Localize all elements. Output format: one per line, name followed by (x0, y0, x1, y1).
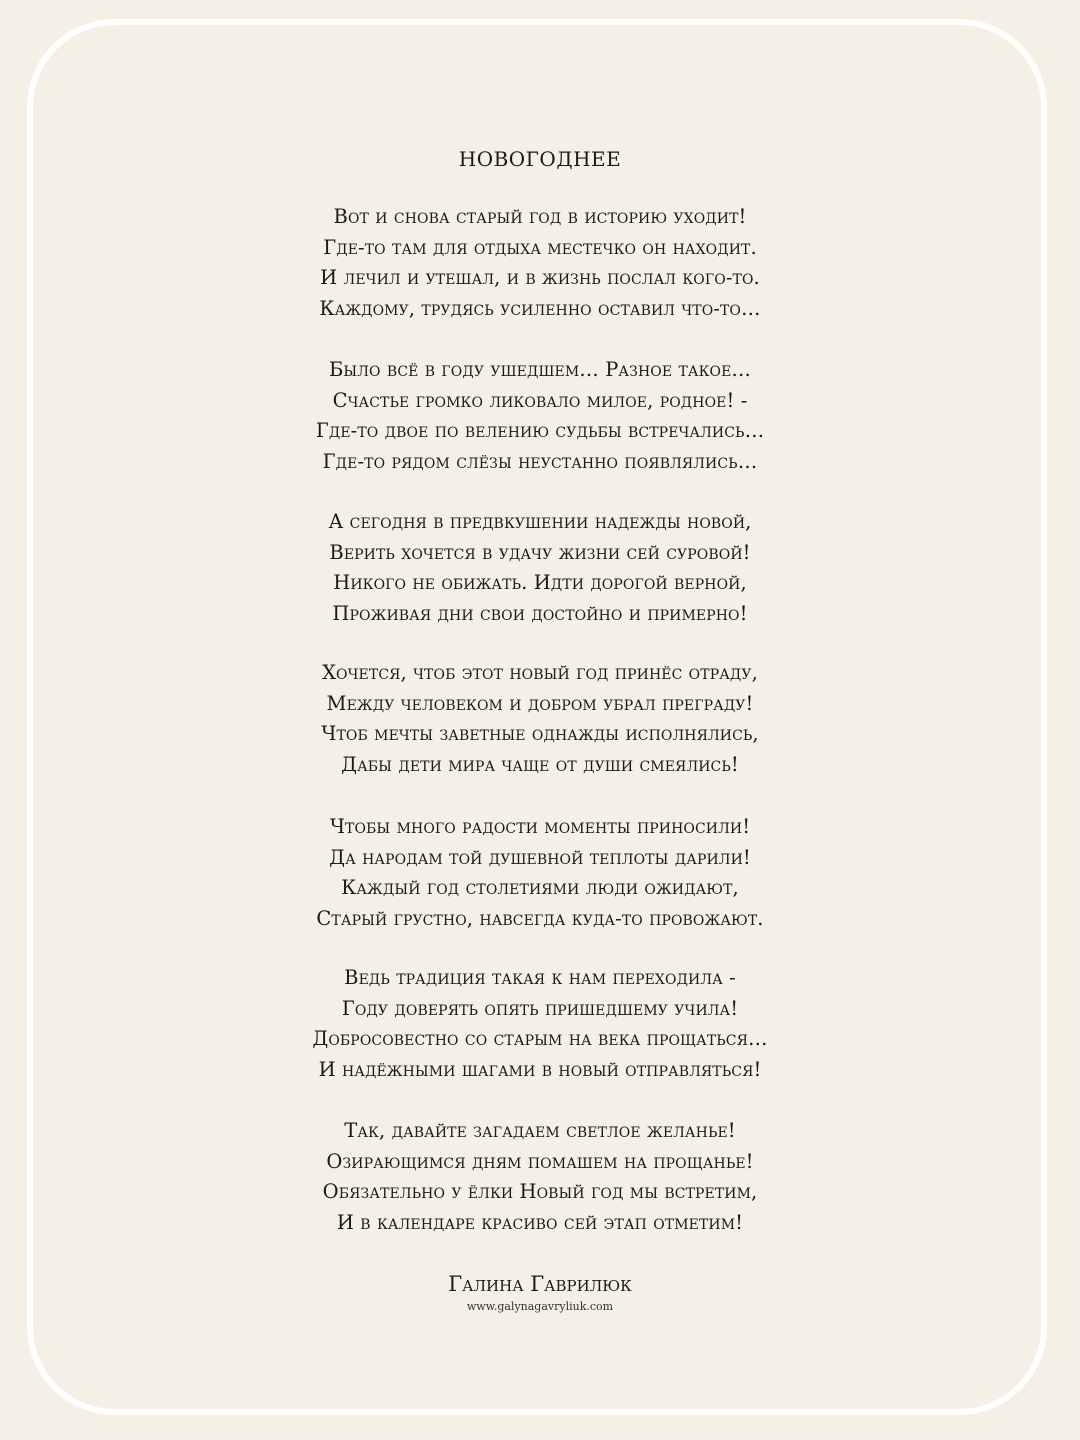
poem-line: А сегодня в предвкушении надежды новой, (328, 510, 752, 533)
poem-line: Вот и снова старый год в историю уходит! (333, 205, 747, 228)
poem-line: Добросовестно со старым на века прощаться… (312, 1027, 768, 1051)
poem-line: Где-то там для отдыха местечко он находит. (323, 235, 757, 259)
poem-line: Старый грустно, навсегда куда-то провожают. (316, 907, 764, 931)
stanza-5 (0, 812, 1080, 935)
poem-line: Каждый год столетиями люди ожидают, (341, 876, 739, 900)
poem-line: И в календаре красиво сей этап отметим! (336, 1211, 744, 1235)
poem-title: НОВОГОДНЕЕ (458, 147, 622, 171)
poem-line: И лечил и утешал, и в жизнь послал кого-то. (320, 266, 760, 290)
poem-line: Ведь традиция такая к нам переходила - (344, 966, 736, 989)
poem-line: Никого не обижать. Идти дорогой верной, (333, 571, 747, 595)
poem-line: Да народам той душевной теплоты дарили! (329, 845, 751, 869)
poem-line: Каждому, трудясь усиленно оставил что-то… (319, 297, 761, 321)
poem-line: Между человеком и добром убрал преграду! (326, 691, 754, 715)
poem-line: Обязательно у ёлки Новый год мы встретим, (322, 1180, 758, 1204)
poem-line: Так, давайте загадаем светлое желанье! (344, 1119, 736, 1142)
poem-line: Где-то двое по велению судьбы встречались… (315, 419, 765, 443)
poem-line: Озирающимся дням помашем на прощанье! (326, 1149, 754, 1173)
poem-line: И надёжными шагами в новый отправляться! (318, 1058, 762, 1082)
author-website: www.galynagavryliuk.com (466, 1300, 614, 1313)
author-name: Галина Гаврилюк (448, 1272, 632, 1296)
poem-line: Где-то рядом слёзы неустанно появлялись… (322, 450, 758, 474)
poem-line: Верить хочется в удачу жизни сей суровой! (329, 540, 751, 564)
poem-line: Счастье громко ликовало милое, родное! - (332, 388, 748, 412)
poem-line: Году доверять опять пришедшему учила! (341, 996, 739, 1020)
poem-line: Было всё в году ушедшем… Разное такое… (328, 358, 752, 381)
poem-line: Хочется, чтоб этот новый год принёс отраду, (322, 661, 758, 684)
stanza-1 (0, 202, 1080, 325)
poem-line: Дабы дети мира чаще от души смеялись! (341, 753, 739, 777)
stanza-7 (0, 1116, 1080, 1239)
poem-line: Проживая дни свои достойно и примерно! (332, 602, 748, 626)
stanza-4 (0, 658, 1080, 781)
stanza-3 (0, 507, 1080, 630)
stanza-6 (0, 963, 1080, 1086)
stanza-2 (0, 355, 1080, 478)
poem-line: Чтоб мечты заветные однажды исполнялись, (321, 722, 759, 746)
poem-line: Чтобы много радости моменты приносили! (329, 815, 751, 838)
